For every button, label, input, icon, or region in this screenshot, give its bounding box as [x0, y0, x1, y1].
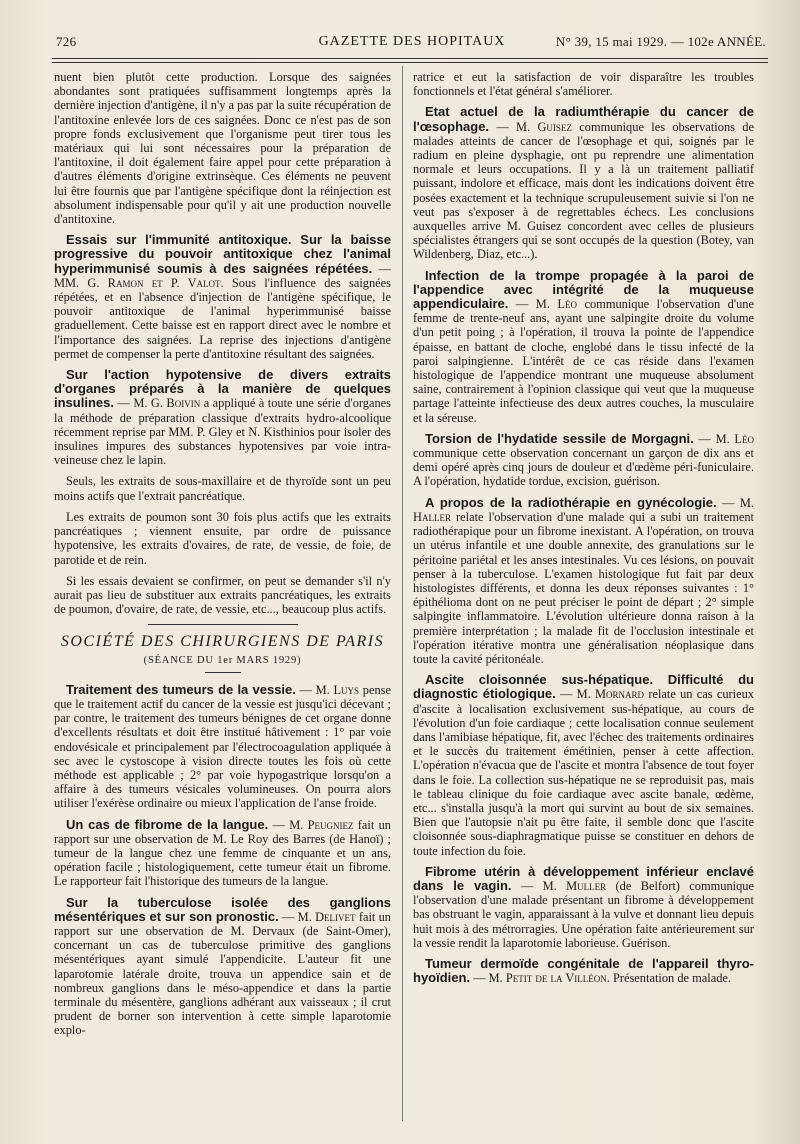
article-author: — M. Mornard	[560, 687, 645, 702]
paragraph: ratrice et eut la satisfaction de voir disparaître les troubles fonctionnels et l'état général s'améliorer.	[413, 70, 754, 99]
section-rule	[148, 624, 298, 625]
article	[413, 496, 754, 666]
article-heading: Sur l'action hypotensive de divers extraits d'organes préparés à la manière de quelques insulines.	[54, 367, 391, 411]
article-author: — M. Léo	[698, 431, 754, 446]
article-heading: Traitement des tumeurs de la vessie.	[66, 681, 296, 697]
article-heading: Torsion de l'hydatide sessile de Morgagni.	[425, 430, 694, 446]
article-heading: Fibrome utérin à développement inférieur enclavé dans le vagin.	[413, 863, 754, 893]
left-column	[54, 70, 391, 1130]
article-text: relate l'observation d'une malade qui a subi un traitement radiothérapique pour un fibrome inexistant. A l'opération, on trouva un utérus infantile et une double annexite, des granulations sur le péritoine pariétal et les anses intestinales. Vu ces lésions, on pouvait penser à la tuberculose. L'examen histologique fut fait par deux histologistes différents, et donna les deux réponses suivantes : 1° épithélioma dont on ne peut préciser le point de départ ; 2° simple salpingite inflammatoire. L'évolution ultérieure donna raison à la première interprétation ; la malade fit de l'occlusion intestinale et l'opération itérative montra une généralisation néoplasique dans toute la cavité péritonéale.	[413, 509, 754, 666]
paragraph: nuent bien plutôt cette production. Lorsque des saignées abondantes sont pratiquées suffisamment longtemps après la dernière injection d'antigène, il n'y a pas par la suite récupération de l'antitoxine enlevée lors de ces saignées. Donc ce n'est pas de son propre fonds exclusivement que l'organisme peut tirer tous les matériaux qui lui sont nécessaires pour la préparation de l'antitoxine, il doit également faire appel pour cette préparation à d'autres éléments d'origine extrinsèque. Ces éléments ne peuvent lui être fournis que par l'antigène spécifique dont la réinjection est absolument indispensable pour qu'il y ait une production nouvelle d'antitoxine.	[54, 70, 391, 227]
article-heading: Infection de la trompe propagée à la paroi de l'appendice avec intégrité de la muqueuse appendiculaire.	[413, 267, 754, 312]
article-author: — M. Peugniez	[272, 817, 354, 832]
header-rule	[52, 58, 768, 63]
paragraph: Les extraits de poumon sont 30 fois plus actifs que les extraits pancréatiques ; viennent ensuite, par ordre de puissance hypotensive, les extraits d'ovaires, de rate, de vessie, de foie, de parotide et de rein.	[54, 509, 391, 567]
article-text: Sous l'influence des saignées répétées, et en l'absence d'injection de l'antigène spécifique, le pouvoir antitoxique de l'animal hyperimmunisé baisse graduellement. Cette baisse est en rapport direct avec le nombre et l'importance des saignées. La reprise des injections d'antigène permet de compenser la perte d'antitoxine résultant des saignées.	[54, 275, 391, 361]
article-author: — MM. G. Ramon et P. Valot.	[54, 261, 391, 290]
journal-title: GAZETTE DES HOPITAUX	[318, 34, 506, 49]
article-text: pense que le traitement actif du cancer de la vessie est jusqu'ici décevant ; par contre, le traitement des tumeurs bénignes de cet organe donne d'excellents résultats et doit être institué hâtivement : 1° par voie endovésicale et principalement par l'électrocoagulation appliquée à sec avec le cystoscope à vision directe toutes les fois où cette méthode est applicable ; 2° par voie hypogastrique lorsqu'on a affaire à des tumeurs vésicales volumineuses. On pourra alors utiliser l'exérèse ordinaire ou mieux l'application de l'anse froide.	[54, 682, 391, 811]
article-text: communique l'observation d'une femme de trente-neuf ans, ayant une salpingite droite du volume d'un petit poing ; à l'opération, il trouva la pointe de l'appendice épaisse, en battant de cloche, englobé dans le tissu infecté de la paroi salpingienne. L'intérêt de ce cas réside dans l'examen histologique de l'appendice montrant une muqueuse absolument saine, contrairement à l'opinion classique qui veut que la muqueuse partage l'atteinte infectieuse des deux autres couches, la musculaire et la séreuse.	[413, 297, 754, 425]
article	[413, 957, 754, 985]
article	[413, 865, 754, 950]
session-date: (SÉANCE DU 1er MARS 1929)	[143, 654, 302, 666]
article	[413, 673, 754, 858]
section-rule-short	[205, 672, 241, 673]
article-author: — M. Luys	[299, 682, 360, 697]
article	[413, 105, 754, 261]
issue-info: N° 39, 15 mai 1929. — 102e ANNÉE.	[555, 34, 766, 49]
article	[54, 233, 391, 361]
article-heading: Etat actuel de la radiumthérapie du cancer de l'œsophage.	[413, 104, 754, 134]
article	[54, 896, 391, 1038]
article	[413, 269, 754, 425]
article-heading: Sur la tuberculose isolée des ganglions mésentériques et sur son pronostic.	[54, 894, 391, 924]
paragraph: Seuls, les extraits de sous-maxillaire et de thyroïde sont un peu moins actifs que l'extrait pancréatique.	[54, 474, 391, 503]
article-heading: A propos de la radiothérapie en gynécologie.	[425, 494, 717, 510]
article	[54, 818, 391, 889]
article-text: communique les observations de malades atteints de cancer de l'œsophage et qui, soignés par le radium en pleine dysphagie, ont pu reprendre une alimentation normale et leurs occupations. Il y a là un traitement palliatif puissant, indolore et efficace, mais dont les indications doivent être posées exactement et la technique scrupuleusement suivie si l'on ne veut pas s'exposer à de regrettables échecs. Les conclusions auxquelles arrive M. Guisez concordent avec celles de plusieurs spécialistes étrangers qui se sont occupés de la question (Botey, van Wildenberg, Diaz, etc...).	[413, 119, 754, 262]
article-text: relate un cas curieux d'ascite à localisation exclusivement sus-hépatique, au cours de l'évolution d'un foie cardiaque ; cette localisation connue seulement dans l'amibiase hépatique, fit, avec l'échec des traitements ordinaires et le succès du traitement émétinien, penser à cette affection. L'opération n'évacua que de l'ascite et montra l'absence de tout foyer dans le foie. La collection sus-hépatique ne se reproduisit pas, mais le tableau clinique du foie cardiaque avec ascite banale, œdème, etc... s'installa jusqu'à la mort qui survint au bout de six semaines. Bien que l'autopsie n'ait pu être faite, il semble donc que l'ascite cloisonnée sous-diaphragmatique puisse se constituer en dehors de toute infection du foie.	[413, 687, 754, 858]
article-heading: Essais sur l'immunité antitoxique. Sur la baisse progressive du pouvoir antitoxique chez l'animal hyperimmunisé soumis à des saignées répétées.	[54, 232, 391, 276]
article	[54, 368, 391, 467]
article	[54, 683, 391, 811]
article-author: — M. Muller	[520, 878, 607, 893]
right-column	[413, 70, 754, 1130]
article-author: — M. G. Boivin	[117, 396, 201, 411]
paragraph: Si les essais devaient se confirmer, on peut se demander s'il n'y aurait pas lieu de substituer aux extraits pancréatiques, les extraits de poumon, d'ovaire, de rate, de vessie, etc..., beaucoup plus actifs.	[54, 573, 391, 617]
article-author: — M. Guisez	[496, 119, 572, 134]
article-author: — M. Haller	[413, 495, 754, 524]
article-author: — M. Petit de la Villéon.	[473, 971, 610, 986]
page-header	[52, 30, 772, 60]
page-number: 726	[56, 34, 77, 49]
society-title: SOCIÉTÉ DES CHIRURGIENS DE PARIS	[60, 633, 385, 651]
article-text: a appliqué à toute une série d'organes la méthode de préparation classique d'extraits hydro-alcoolique récemment reprise par MM. P. Gley et N. Kisthinios pour isoler des insulines impures des substances hypotensives par voie intra-veineuse chez le lapin.	[54, 396, 391, 468]
article-author: — M. Delivet	[282, 909, 356, 924]
article-heading: Un cas de fibrome de la langue.	[66, 816, 269, 832]
article-text: (de Belfort) communique l'observation d'une malade présentant un fibrome à développement bas obstruant le vagin, apparaissant à la vulve et donnant lieu depuis huit mois à des métrorragies. Une opération faite antérieurement sur la vessie rendit la laparotomie laborieuse. Guérison.	[413, 878, 754, 950]
article-text: fait un rapport sur une observation de M. Dervaux (de Saint-Omer), concernant un cas de tuberculose primitive des ganglions mésentériques ayant simulé l'appendicite. L'auteur fit une laparotomie latérale droite, trouva un appendice sain et de nombreux ganglions dans le méso-appendice et dans la partie terminale du mésentère, ganglions adhérant aux vaisseaux ; il crut prudent de borner son intervention à cette simple laparotomie explo-	[54, 909, 391, 1038]
article	[413, 432, 754, 489]
article-text: Présentation de malade.	[612, 971, 731, 986]
article-heading: Tumeur dermoïde congénitale de l'appareil thyro-hyoïdien.	[413, 955, 754, 986]
article-text: fait un rapport sur une observation de M. Le Roy des Barres (de Hanoï) ; tumeur de la langue chez une femme de cinquante et un ans, opération facile ; histologiquement, cette tumeur était un fibrome. Le rapporteur fait l'historique des tumeurs de la langue.	[54, 817, 391, 889]
article-text: communique cette observation concernant un garçon de dix ans et demi opéré après cinq jours de douleur et d'œdème péri-funiculaire. A l'opération, hydatide tordue, excision, guérison.	[413, 446, 754, 489]
article-heading: Ascite cloisonnée sus-hépatique. Difficulté du diagnostic étiologique.	[413, 672, 754, 702]
column-divider	[402, 66, 403, 1121]
article-author: — M. Léo	[515, 297, 577, 312]
